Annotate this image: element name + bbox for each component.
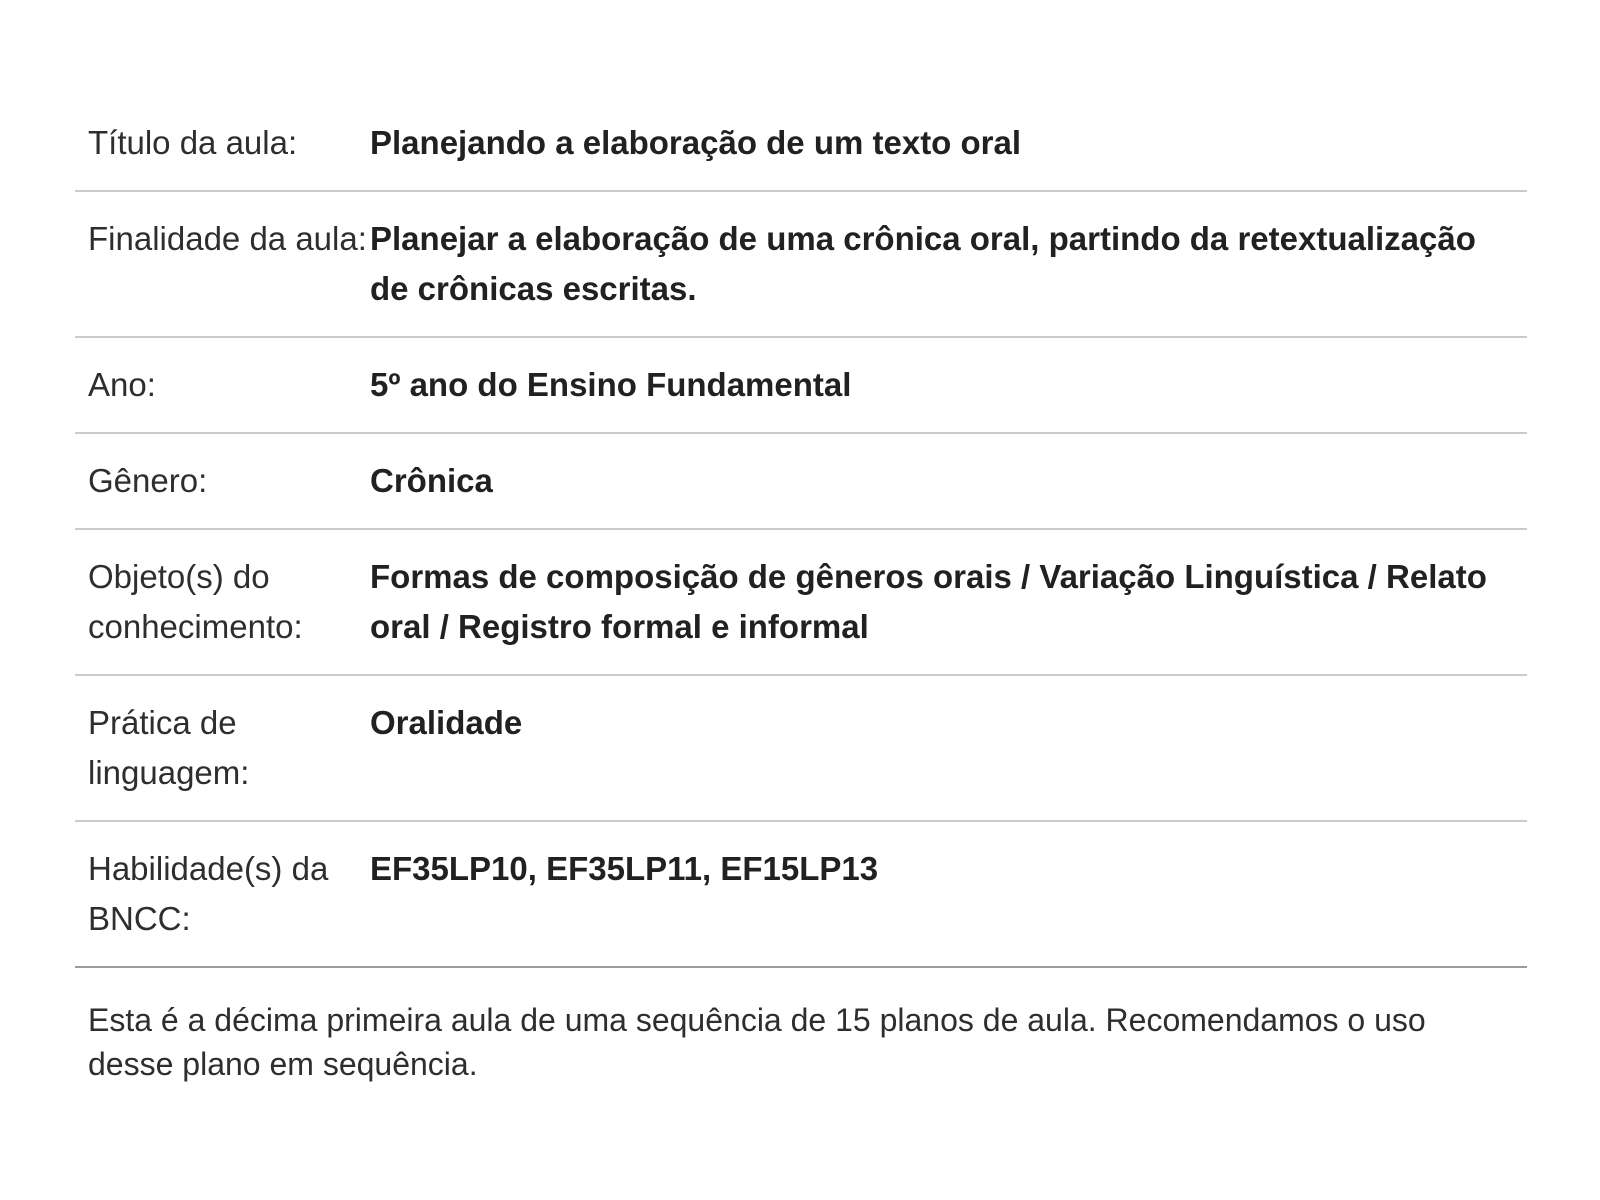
row-label: Gênero: bbox=[88, 462, 208, 499]
table-row bbox=[75, 676, 1527, 822]
row-label: Ano: bbox=[88, 366, 156, 403]
row-label: Objeto(s) do conhecimento: bbox=[88, 558, 303, 645]
table-row bbox=[75, 822, 1527, 968]
row-value: Oralidade bbox=[370, 704, 523, 741]
row-value: Formas de composição de gêneros orais / Variação Linguística / Relato oral / Registro formal e informal bbox=[370, 558, 1487, 645]
row-label: Prática de linguagem: bbox=[88, 704, 250, 791]
row-value: EF35LP10, EF35LP11, EF15LP13 bbox=[370, 850, 879, 887]
row-value: 5º ano do Ensino Fundamental bbox=[370, 366, 852, 403]
row-value: Planejando a elaboração de um texto oral bbox=[370, 124, 1022, 161]
sequence-recommendation-note: Esta é a décima primeira aula de uma sequência de 15 planos de aula. Recomendamos o uso desse plano em sequência. bbox=[88, 1002, 1426, 1082]
table-row bbox=[75, 338, 1527, 434]
row-label: Habilidade(s) da BNCC: bbox=[88, 850, 329, 937]
table-row bbox=[75, 530, 1527, 676]
row-label: Finalidade da aula: bbox=[88, 220, 367, 257]
row-value: Planejar a elaboração de uma crônica oral, partindo da retextualização de crônicas escritas. bbox=[370, 220, 1476, 307]
row-label: Título da aula: bbox=[88, 124, 298, 161]
table-row bbox=[75, 192, 1527, 338]
table-row bbox=[75, 434, 1527, 530]
lesson-info-table bbox=[75, 96, 1527, 968]
row-value: Crônica bbox=[370, 462, 493, 499]
table-row bbox=[75, 96, 1527, 192]
